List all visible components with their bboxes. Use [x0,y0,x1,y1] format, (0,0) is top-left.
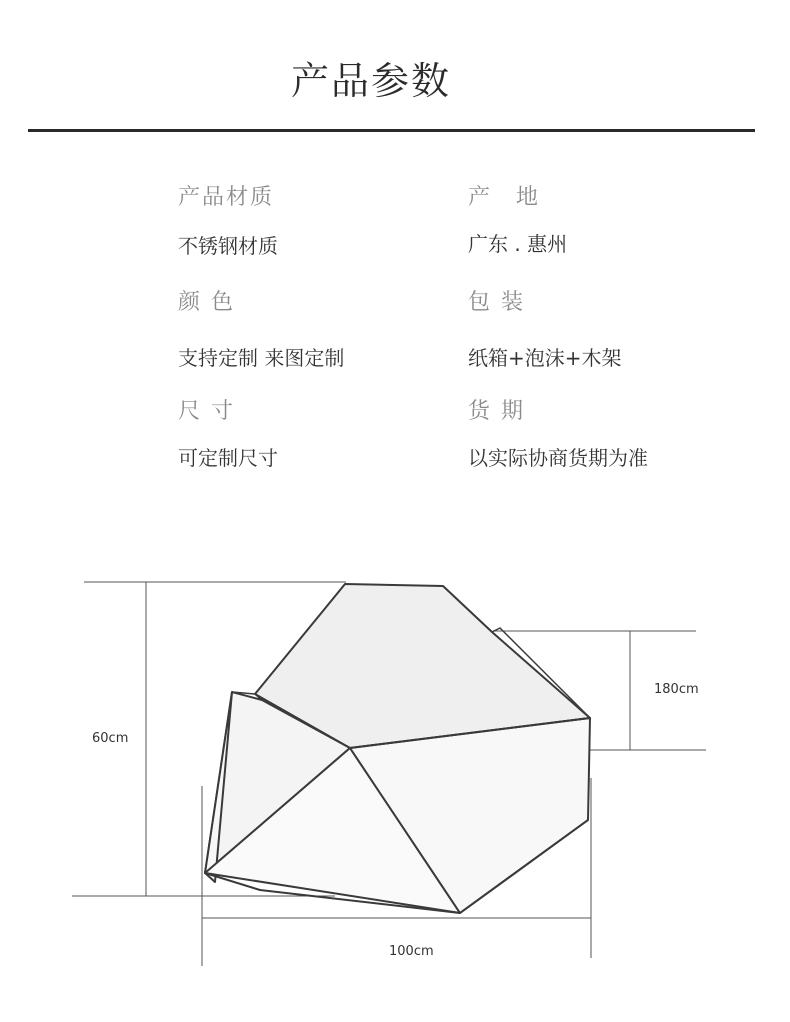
color-label: 颜 色 [178,290,235,315]
origin-label: 产 地 [468,185,541,210]
delivery-value: 以实际协商货期为准 [468,446,648,470]
page-title: 产品参数 [290,59,451,103]
height-back-label: 180cm [654,682,699,697]
material-label: 产品材质 [178,185,275,210]
height-total-label: 60cm [92,731,129,746]
size-label: 尺 寸 [178,399,235,424]
color-value: 支持定制 来图定制 [178,346,345,370]
size-value: 可定制尺寸 [178,446,278,470]
faceted-chair [205,584,590,913]
origin-value: 广东 . 惠州 [468,232,568,256]
width-label: 100cm [389,944,434,959]
material-value: 不锈钢材质 [178,234,278,258]
packaging-label: 包 装 [468,290,525,315]
delivery-label: 货 期 [468,399,525,424]
packaging-value: 纸箱+泡沫+木架 [468,346,622,370]
